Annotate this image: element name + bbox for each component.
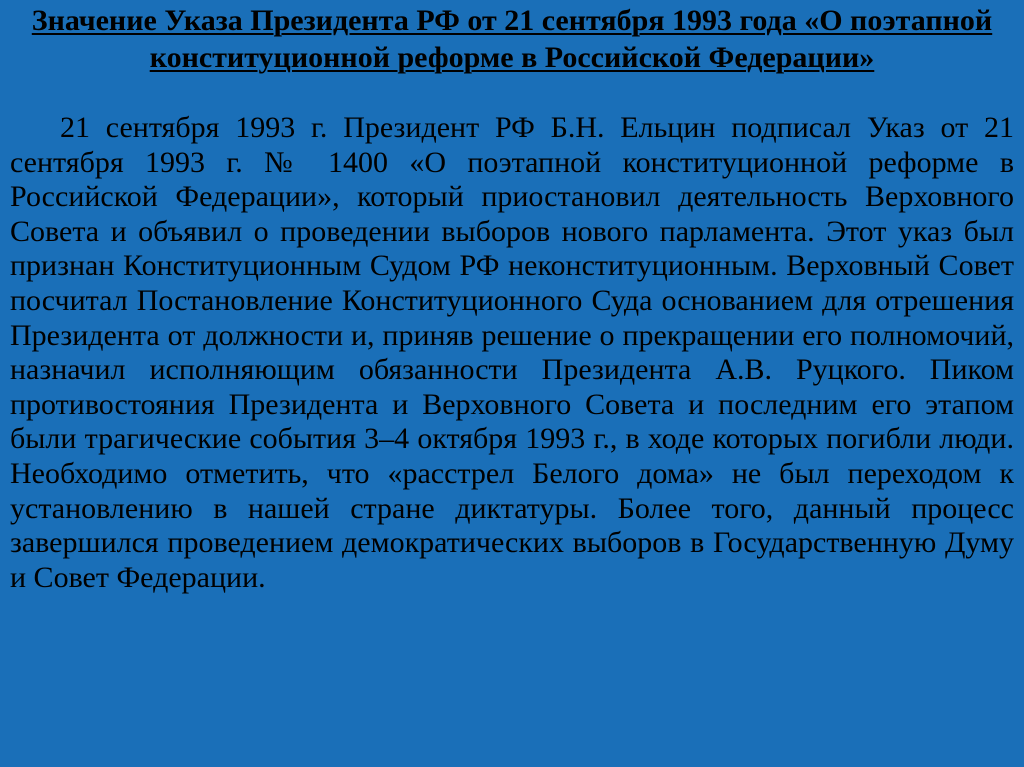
slide-title: Значение Указа Президента РФ от 21 сентября 1993 года «О поэтапной конституционной реформе в Российской Федерации»	[31, 4, 993, 74]
slide-body-paragraph: 21 сентября 1993 г. Президент РФ Б.Н. Ельцин подписал Указ от 21 сентября 1993 г. № 1400 «О поэтапной конституционной реформе в Российской Федерации», который приостановил деятельность Верховного Совета и объявил о проведении выборов нового парламента. Этот указ был признан Конституционным Судом РФ неконституционным. Верховный Совет посчитал Постановление Конституционного Суда основанием для отрешения Президента от должности и, приняв решение о прекращении его полномочий, назначил исполняющим обязанности Президента А.В. Руцкого. Пиком противостояния Президента и Верховного Совета и последним его этапом были трагические события 3–4 октября 1993 г., в ходе которых погибли люди. Необходимо отметить, что «расстрел Белого дома» не был переходом к установлению в нашей стране диктатуры. Более того, данный процесс завершился проведением демократических выборов в Государственную Думу и Совет Федерации.	[10, 111, 1014, 594]
